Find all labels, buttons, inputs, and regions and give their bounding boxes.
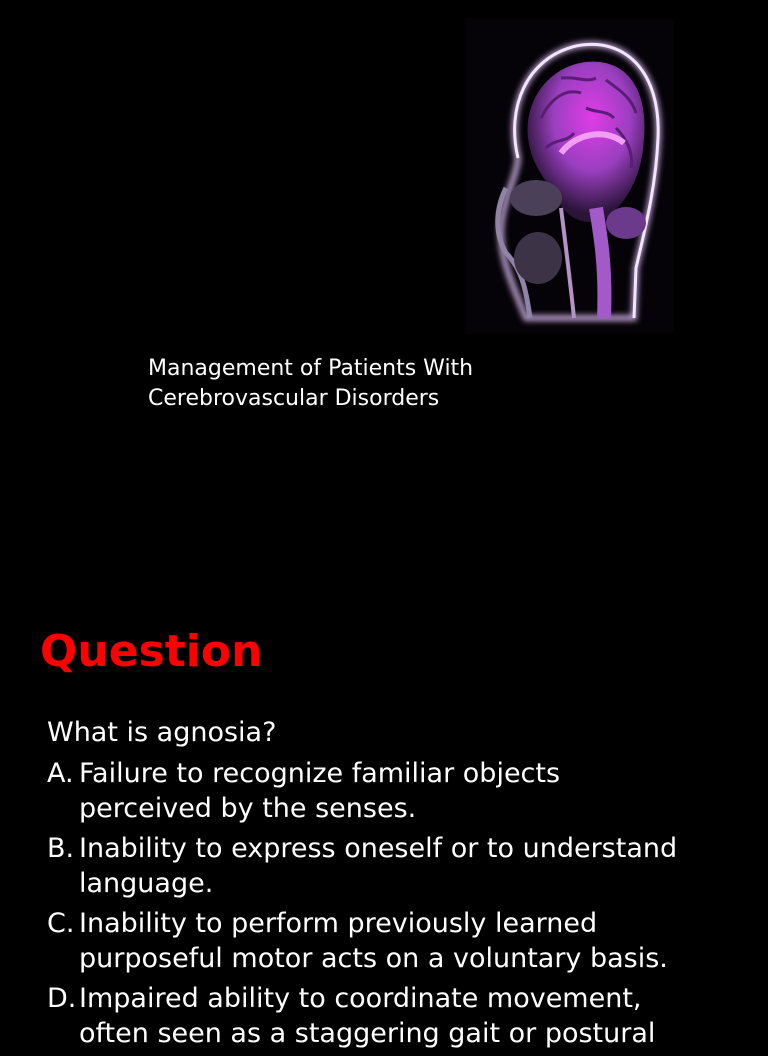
- option-a-line-2: perceived by the senses.: [79, 793, 417, 824]
- question-text: What is agnosia?: [47, 717, 277, 748]
- option-b: [47, 831, 747, 901]
- option-a-letter: A.: [47, 758, 74, 789]
- option-c-letter: C.: [47, 908, 75, 939]
- option-b-letter: B.: [47, 833, 75, 864]
- option-d-line-1: Impaired ability to coordinate movement,: [79, 983, 642, 1014]
- option-b-line-1: Inability to express oneself or to understand: [79, 833, 678, 864]
- option-d-line-2: often seen as a staggering gait or postural: [79, 1018, 656, 1049]
- title-line-2: Cerebrovascular Disorders: [148, 386, 440, 411]
- option-c-line-1: Inability to perform previously learned: [79, 908, 598, 939]
- brain-mri-image: [466, 18, 674, 334]
- option-c: [47, 906, 747, 976]
- option-a: [47, 756, 747, 826]
- question-heading: Question: [40, 626, 263, 677]
- slide-title: [148, 354, 473, 414]
- option-d-letter: D.: [47, 983, 77, 1014]
- option-a-line-1: Failure to recognize familiar objects: [79, 758, 561, 789]
- option-b-line-2: language.: [79, 868, 214, 899]
- question-slide: [0, 590, 768, 1049]
- option-d: [47, 981, 747, 1051]
- answer-options: [47, 756, 747, 1056]
- title-line-1: Management of Patients With: [148, 356, 474, 381]
- option-c-line-2: purposeful motor acts on a voluntary basis.: [79, 943, 668, 974]
